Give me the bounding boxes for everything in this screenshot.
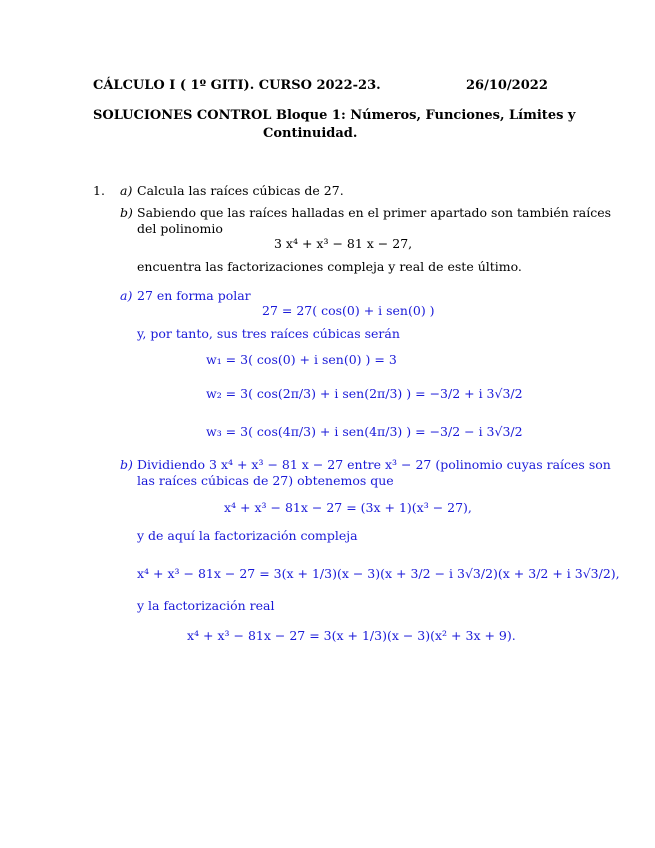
solution-a-polar: 27 = 27( cos(0) + i sen(0) ) bbox=[262, 303, 435, 318]
division-identity: x⁴ + x³ − 81x − 27 = (3x + 1)(x³ − 27), bbox=[224, 500, 472, 515]
title-line-2: Continuidad. bbox=[263, 126, 358, 141]
real-factorization: x⁴ + x³ − 81x − 27 = 3(x + 1/3)(x − 3)(x² + 3x + 9). bbox=[187, 628, 516, 643]
complex-factorization: x⁴ + x³ − 81x − 27 = 3(x + 1/3)(x − 3)(x + 3/2 − i 3√3/2)(x + 3/2 + i 3√3/2), bbox=[137, 566, 620, 581]
solution-b-text-2: las raíces cúbicas de 27) obtenemos que bbox=[137, 473, 394, 488]
part-b-text-1: Sabiendo que las raíces halladas en el primer apartado son también raíces bbox=[137, 205, 612, 220]
part-a-text: Calcula las raíces cúbicas de 27. bbox=[137, 183, 344, 198]
date: 26/10/2022 bbox=[466, 78, 548, 93]
solution-a-label: a) bbox=[120, 288, 133, 303]
course-header: CÁLCULO I ( 1º GITI). CURSO 2022-23. bbox=[93, 78, 381, 93]
real-intro: y la factorización real bbox=[137, 598, 275, 613]
solution-a-intro: 27 en forma polar bbox=[137, 288, 251, 303]
solution-b-label: b) bbox=[120, 457, 133, 472]
title-line-1: SOLUCIONES CONTROL Bloque 1: Números, Funciones, Límites y bbox=[93, 108, 576, 123]
root-w1: w₁ = 3( cos(0) + i sen(0) ) = 3 bbox=[206, 352, 397, 367]
part-a-label: a) bbox=[120, 183, 133, 198]
root-w2: w₂ = 3( cos(2π/3) + i sen(2π/3) ) = −3/2 + i 3√3/2 bbox=[206, 386, 523, 401]
part-b-label: b) bbox=[120, 205, 133, 220]
part-b-text-3: encuentra las factorizaciones compleja y real de este último. bbox=[137, 259, 522, 274]
solution-a-then: y, por tanto, sus tres raíces cúbicas serán bbox=[137, 326, 400, 341]
polynomial: 3 x⁴ + x³ − 81 x − 27, bbox=[274, 236, 413, 251]
root-w3: w₃ = 3( cos(4π/3) + i sen(4π/3) ) = −3/2 − i 3√3/2 bbox=[206, 424, 523, 439]
part-b-text-2: del polinomio bbox=[137, 221, 223, 236]
complex-intro: y de aquí la factorización compleja bbox=[137, 528, 358, 543]
solution-b-text-1: Dividiendo 3 x⁴ + x³ − 81 x − 27 entre x³ − 27 (polinomio cuyas raíces son bbox=[137, 457, 611, 472]
problem-number: 1. bbox=[93, 183, 105, 198]
